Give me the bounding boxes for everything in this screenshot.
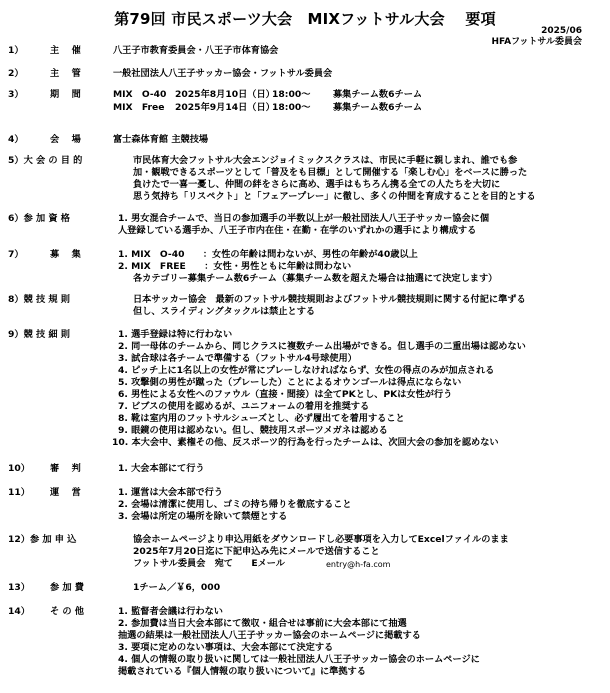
section-14-line: 3. 要項に定めのない事項は、大会本部にて決定する [118, 642, 334, 653]
section-9-line: 10. 本大会中、素権その他、反スポーツ的行為を行ったチームは、次回大会の参加を認めない [112, 437, 499, 448]
section-11-line: 2. 会場は清潔に使用し、ゴミの持ち帰りを徹底すること [118, 499, 352, 510]
section-5-label: 5）大 会 の 目 的 [8, 155, 83, 166]
section-9-line: 2. 同一母体のチームから、同じクラスに複数チーム出場ができる。但し選手の二重出場は認めない [118, 341, 526, 352]
section-12-line: 2025年7月20日迄に下記申込み先にメールで送信すること [133, 546, 380, 557]
section-12-label: 12）参 加 申 込 [8, 534, 77, 545]
section-14-line: 4. 個人の情報の取り扱いに関しては一般社団法人八王子サッカー協会のホームページに [118, 654, 480, 665]
section-1-text: 八王子市教育委員会・八王子市体育協会 [113, 45, 279, 56]
period-row-2-time: 18:00～ [272, 102, 311, 113]
application-email: entry@h-fa.com [326, 560, 391, 569]
section-10-number: 10） [8, 463, 30, 474]
section-2-number: 2） [8, 68, 24, 79]
section-14-line: 1. 監督者会議は行わない [118, 606, 223, 617]
section-4-number: 4） [8, 134, 24, 145]
period-row-1-time: 18:00～ [272, 89, 311, 100]
section-3-label: 期 間 [50, 89, 81, 100]
section-8-line: 但し、スライディングタックルは禁止とする [133, 306, 316, 317]
section-11-label: 運 営 [50, 487, 81, 498]
section-5-line: 思う気持ち「リスペクト」と「フェアープレー」に徹し、多くの仲間を育成することを目的とする [133, 191, 536, 202]
section-14-number: 14） [8, 606, 30, 617]
section-9-label: 9）競 技 細 則 [8, 329, 70, 340]
section-9-line: 3. 試合球は各チームで準備する（フットサル4号球使用） [118, 353, 357, 364]
section-6-label: 6）参 加 資 格 [8, 213, 70, 224]
section-7-line: 1. MIX O-40 ：女性の年齢は問わないが、男性の年齢が40歳以上 [118, 249, 418, 260]
section-11-line: 1. 運営は大会本部で行う [118, 487, 223, 498]
section-4-text: 富士森体育館 主競技場 [113, 134, 209, 145]
section-1-label: 主 催 [50, 45, 81, 56]
section-2-text: 一般社団法人八王子サッカー協会・フットサル委員会 [113, 68, 333, 79]
period-row-1-category: MIX O-40 [113, 89, 167, 100]
section-8-line: 日本サッカー協会 最新のフットサル競技規則およびフットサル競技規則に関する付記に準ずる [133, 294, 526, 305]
period-row-2-date: 2025年9月14日（日） [175, 102, 275, 113]
section-5-line: 負けたで一喜一憂し、仲間の絆をさらに高め、選手はもちろん携る全ての人たちを大切に [133, 179, 501, 190]
section-1-number: 1） [8, 45, 24, 56]
section-14-label: そ の 他 [50, 606, 84, 617]
section-2-label: 主 管 [50, 68, 81, 79]
section-8-label: 8）競 技 規 則 [8, 294, 70, 305]
section-9-line: 5. 攻撃側の男性が蹴った（プレーした）ことによるオウンゴールは得点にならない [118, 377, 462, 388]
section-4-label: 会 場 [50, 134, 81, 145]
section-12-line: フットサル委員会 宛て Eメール [133, 558, 285, 569]
section-13-label: 参 加 費 [50, 582, 84, 593]
section-5-line: 加・観戦できるスポーツとして「普及をも目標」として開催する「楽しむ心」をベースに勝った [133, 167, 528, 178]
section-12-line: 協会ホームページより申込用紙をダウンロードし必要事項を入力してExcelファイルのまま [133, 534, 509, 545]
section-9-line: 1. 選手登録は特に行わない [118, 329, 233, 340]
section-3-number: 3） [8, 89, 24, 100]
section-10-text: 1. 大会本部にて行う [118, 463, 205, 474]
section-14-line: 抽選の結果は一般社団法人八王子サッカー協会のホームページに掲載する [118, 630, 421, 641]
section-9-line: 4. ピッチ上に1名以上の女性が常にプレーしなければならず、女性の得点のみが加点される [118, 365, 495, 376]
period-row-2-note: 募集チーム数6チーム [333, 102, 423, 113]
section-6-line: 人登録している選手か、八王子市内在住・在勤・在学のいずれかの選手により構成する [118, 225, 477, 236]
section-5-line: 市民体育大会フットサル大会エンジョイミックスクラスは、市民に手軽に親しまれ、誰でも参 [133, 155, 518, 166]
period-row-1-note: 募集チーム数6チーム [333, 89, 423, 100]
section-13-text: 1チーム／￥6，000 [133, 582, 221, 593]
period-row-1-date: 2025年8月10日（日） [175, 89, 275, 100]
section-14-line: 2. 参加費は当日大会本部にて徴収・組合せは事前に大会本部にて抽選 [118, 618, 407, 629]
section-11-line: 3. 会場は所定の場所を除いて禁煙とする [118, 511, 288, 522]
section-7-line: 各カテゴリー募集チーム数6チーム（募集チーム数を超えた場合は抽選にて決定します） [133, 273, 498, 284]
section-9-line: 7. ビブスの使用を認めるが、ユニフォームの着用を推奨する [118, 401, 370, 412]
section-7-label: 募 集 [50, 249, 81, 260]
issuing-organization: HFAフットサル委員会 [491, 37, 582, 47]
section-9-line: 8. 靴は室内用のフットサルシューズとし、必ず履出てを着用すること [118, 413, 405, 424]
issue-date: 2025/06 [541, 26, 582, 36]
section-11-number: 11） [8, 487, 30, 498]
section-7-number: 7） [8, 249, 24, 260]
section-6-line: 1. 男女混合チームで、当日の参加選手の半数以上が一般社団法人八王子サッカー協会に個 [118, 213, 490, 224]
section-13-number: 13） [8, 582, 30, 593]
period-row-2-category: MIX Free [113, 102, 165, 113]
section-9-line: 9. 眼鏡の使用は認めない。但し、競技用スポーツメガネは認める [118, 425, 388, 436]
document-title: 第79回 市民スポーツ大会 MIXフットサル大会 要項 [114, 10, 496, 28]
section-10-label: 審 判 [50, 463, 81, 474]
section-14-line: 掲載されている『個人情報の取り扱いについて』に準拠する [118, 666, 366, 677]
section-7-line: 2. MIX FREE ：女性・男性ともに年齢は問わない [118, 261, 352, 272]
section-9-line: 6. 男性による女性へのファウル（直接・間接）は全てPKとし、PKは女性が行う [118, 389, 453, 400]
